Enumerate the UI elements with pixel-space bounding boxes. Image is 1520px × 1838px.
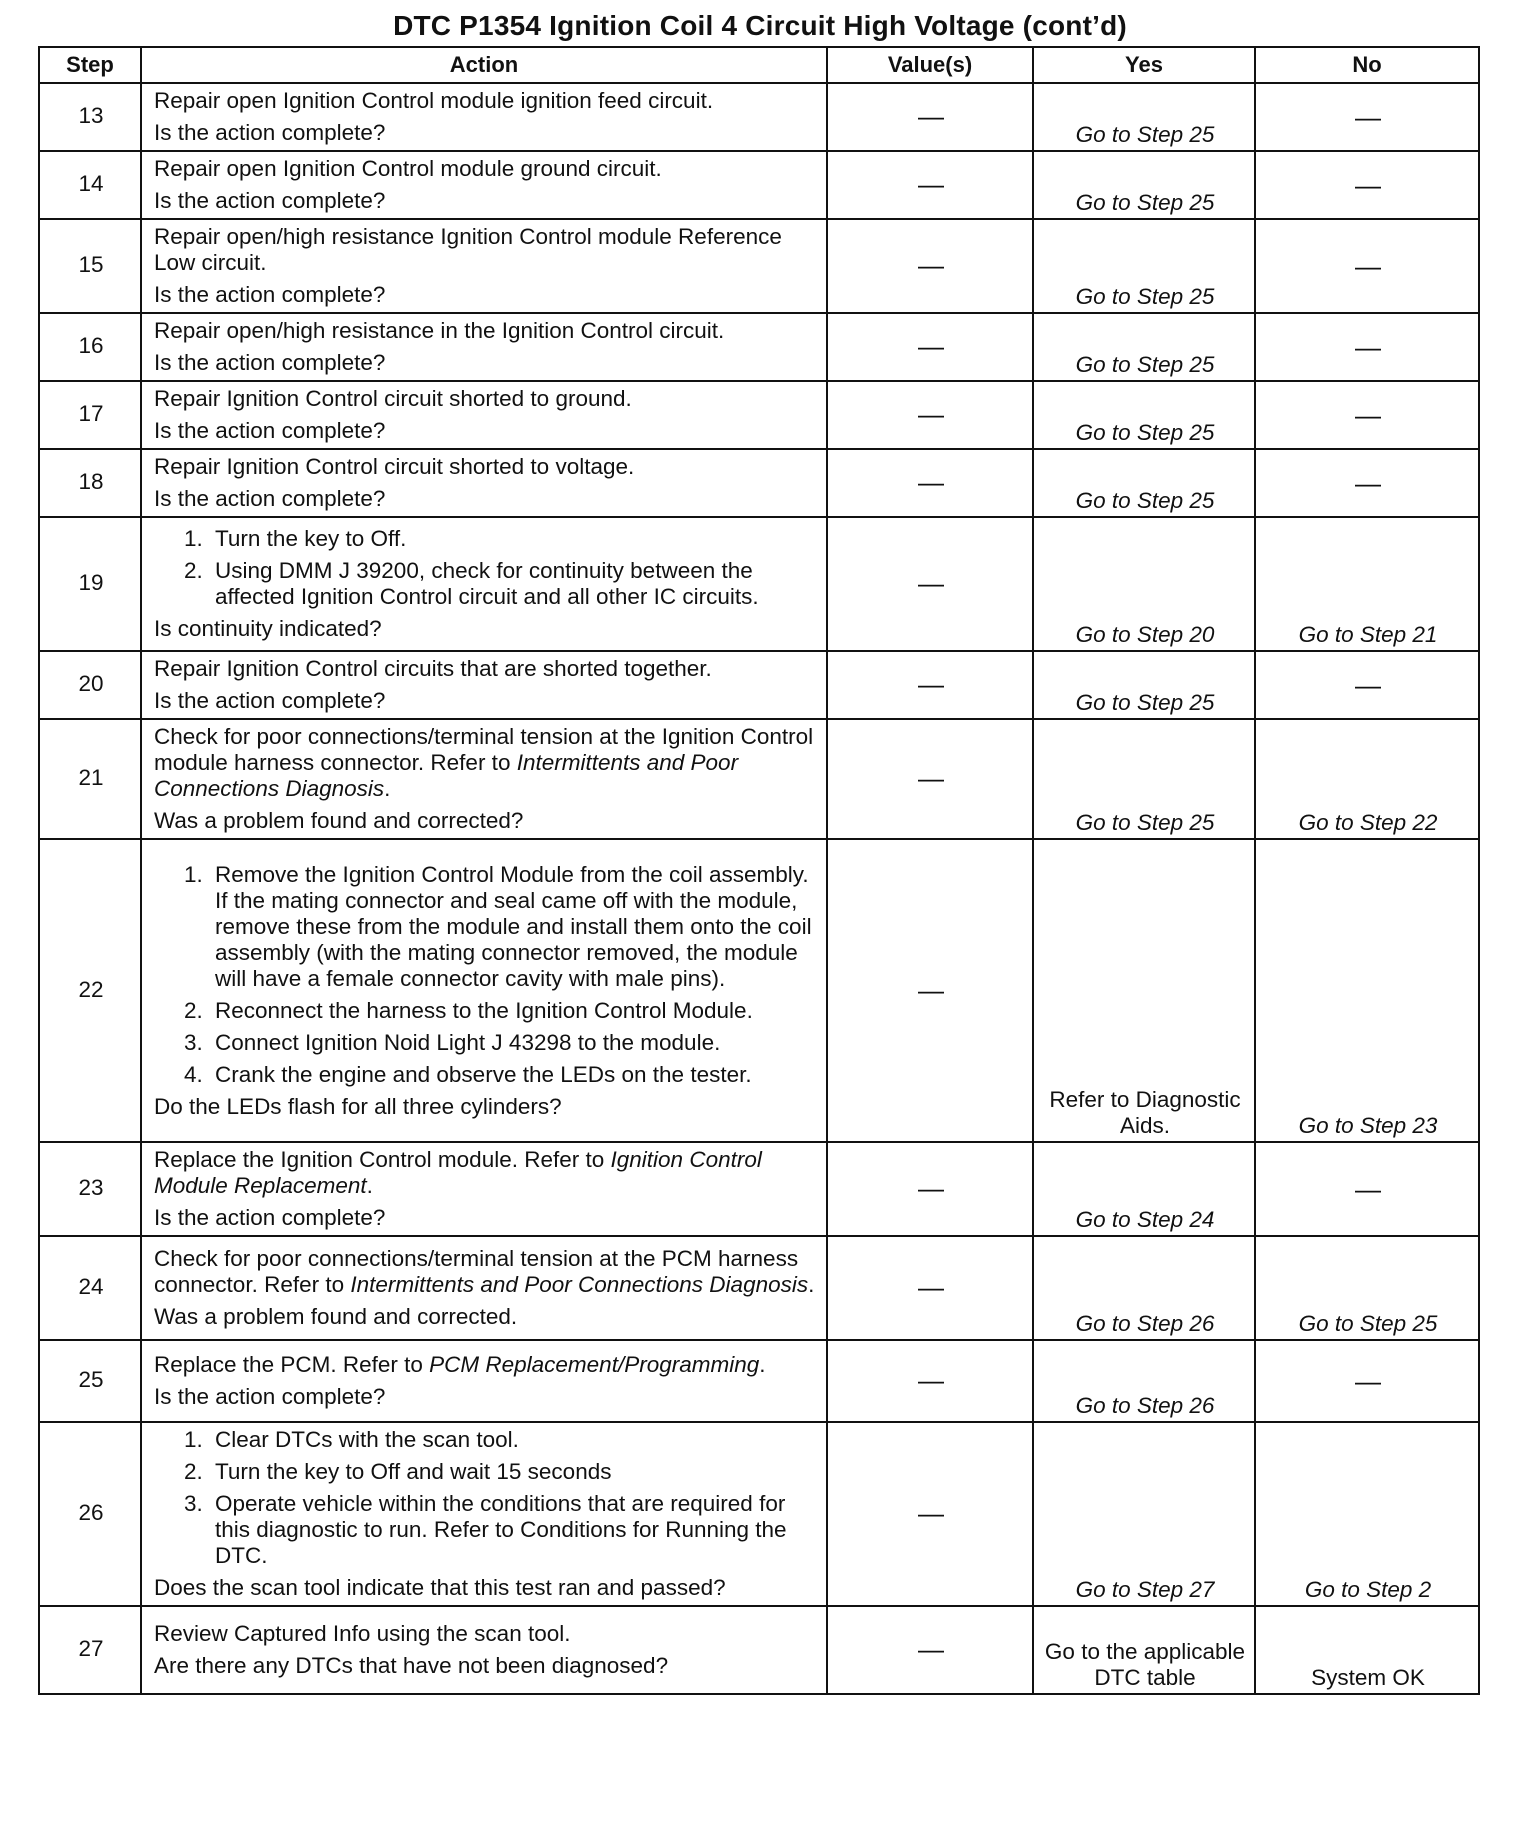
no-cell <box>1255 381 1479 449</box>
action-steps-list <box>154 862 818 1088</box>
step-number: 25 <box>39 1340 141 1422</box>
action-text-part: Replace the PCM. Refer to <box>154 1352 430 1377</box>
no-result: Go to Step 25 <box>1298 1311 1438 1336</box>
yes-cell <box>1033 1236 1255 1340</box>
action-text: Repair Ignition Control circuit shorted to ground. <box>154 386 632 411</box>
step-number: 14 <box>39 151 141 219</box>
header-yes: Yes <box>1033 47 1255 83</box>
action-text-part: . <box>384 776 391 801</box>
no-cell <box>1255 1340 1479 1422</box>
yes-cell <box>1033 1606 1255 1694</box>
value-cell: — <box>827 1142 1033 1236</box>
no-result: — <box>1355 1366 1381 1396</box>
action-cell <box>141 1340 827 1422</box>
action-text: Repair Ignition Control circuits that are shorted together. <box>154 656 712 681</box>
action-cell <box>141 83 827 151</box>
no-cell <box>1255 1236 1479 1340</box>
yes-cell <box>1033 151 1255 219</box>
page-title: DTC P1354 Ignition Coil 4 Circuit High Voltage (cont’d) <box>393 10 1127 41</box>
yes-cell <box>1033 1142 1255 1236</box>
no-result: System OK <box>1311 1665 1425 1690</box>
yes-cell <box>1033 1340 1255 1422</box>
action-question: Is the action complete? <box>154 120 386 145</box>
yes-result: Go to Step 25 <box>1075 352 1215 377</box>
step-number: 24 <box>39 1236 141 1340</box>
diagnostic-table <box>38 46 1480 1695</box>
yes-cell <box>1033 719 1255 839</box>
action-steps-list <box>154 1427 818 1569</box>
yes-cell <box>1033 449 1255 517</box>
action-step-item: 2. Reconnect the harness to the Ignition Control Module. <box>209 998 818 1024</box>
no-result: — <box>1355 1174 1381 1204</box>
action-text: Repair open/high resistance Ignition Control module Reference Low circuit. <box>154 224 782 275</box>
action-question: Was a problem found and corrected. <box>154 1304 518 1329</box>
no-cell <box>1255 651 1479 719</box>
step-number: 18 <box>39 449 141 517</box>
no-result: — <box>1355 251 1381 281</box>
no-result: — <box>1355 170 1381 200</box>
no-cell <box>1255 83 1479 151</box>
action-text <box>154 724 818 802</box>
table-row <box>39 1142 1479 1236</box>
step-number: 23 <box>39 1142 141 1236</box>
reference-link[interactable]: Intermittents and Poor Connections Diagnosis <box>350 1272 809 1297</box>
action-cell <box>141 313 827 381</box>
yes-result: Go to the applicable DTC table <box>1044 1639 1246 1690</box>
step-number: 13 <box>39 83 141 151</box>
action-text <box>154 1246 818 1298</box>
action-steps-list <box>154 526 818 610</box>
no-result: Go to Step 22 <box>1298 810 1438 835</box>
action-text-part: Check for poor connections/terminal tension at the PCM harness connector. Refer to <box>154 1246 799 1297</box>
action-cell <box>141 381 827 449</box>
action-question: Is the action complete? <box>154 282 386 307</box>
table-row <box>39 1606 1479 1694</box>
value-cell: — <box>827 313 1033 381</box>
action-question: Is the action complete? <box>154 486 386 511</box>
no-result: — <box>1355 332 1381 362</box>
yes-result: Go to Step 25 <box>1075 810 1215 835</box>
action-question: Is the action complete? <box>154 1205 386 1230</box>
yes-cell <box>1033 219 1255 313</box>
table-body <box>39 83 1479 1694</box>
table-row <box>39 449 1479 517</box>
header-action: Action <box>141 47 827 83</box>
value-cell: — <box>827 1606 1033 1694</box>
action-cell <box>141 839 827 1142</box>
value-cell: — <box>827 449 1033 517</box>
action-question: Is the action complete? <box>154 188 386 213</box>
action-question: Is continuity indicated? <box>154 616 382 641</box>
no-result: Go to Step 21 <box>1298 622 1438 647</box>
action-text-part: . <box>759 1352 766 1377</box>
table-row <box>39 381 1479 449</box>
yes-result: Go to Step 27 <box>1075 1577 1215 1602</box>
table-row <box>39 219 1479 313</box>
step-number: 17 <box>39 381 141 449</box>
action-cell <box>141 1422 827 1606</box>
no-result: — <box>1355 468 1381 498</box>
action-question: Do the LEDs flash for all three cylinders? <box>154 1093 562 1119</box>
action-text-part: . <box>366 1173 373 1198</box>
action-text: Review Captured Info using the scan tool. <box>154 1621 571 1646</box>
action-cell <box>141 1142 827 1236</box>
action-question: Is the action complete? <box>154 418 386 443</box>
action-text <box>154 1352 818 1378</box>
no-cell <box>1255 313 1479 381</box>
value-cell: — <box>827 83 1033 151</box>
table-row <box>39 83 1479 151</box>
action-question: Is the action complete? <box>154 688 386 713</box>
reference-link[interactable]: Intermittents and Poor Connections Diagnosis <box>154 750 739 801</box>
no-cell <box>1255 1422 1479 1606</box>
no-result: — <box>1355 670 1381 700</box>
value-cell: — <box>827 1340 1033 1422</box>
action-text-part: Replace the Ignition Control module. Refer to <box>154 1147 611 1172</box>
header-values: Value(s) <box>827 47 1033 83</box>
header-no: No <box>1255 47 1479 83</box>
step-number: 22 <box>39 839 141 1142</box>
action-text: Repair open/high resistance in the Ignition Control circuit. <box>154 318 725 343</box>
yes-result: Go to Step 25 <box>1075 690 1215 715</box>
yes-result: Go to Step 26 <box>1075 1311 1215 1336</box>
yes-cell <box>1033 313 1255 381</box>
table-row <box>39 1236 1479 1340</box>
table-row <box>39 1422 1479 1606</box>
table-row <box>39 719 1479 839</box>
table-row <box>39 151 1479 219</box>
action-step-item: 1. Remove the Ignition Control Module from the coil assembly. If the mating connector and seal came off with the module, remove these from the module and install them onto the coil assembly (with the mating connector removed, the module will have a female connector cavity with male pins). <box>209 862 818 992</box>
action-step-item: 4. Crank the engine and observe the LEDs on the tester. <box>209 1062 818 1088</box>
value-cell: — <box>827 1236 1033 1340</box>
action-step-item: 2. Using DMM J 39200, check for continuity between the affected Ignition Control circuit and all other IC circuits. <box>209 558 818 610</box>
action-question: Does the scan tool indicate that this test ran and passed? <box>154 1575 726 1600</box>
reference-link[interactable]: Ignition Control Module Replacement <box>154 1147 762 1198</box>
value-cell: — <box>827 719 1033 839</box>
action-step-item: 3. Operate vehicle within the conditions that are required for this diagnostic to run. Refer to Conditions for Running the DTC. <box>209 1491 818 1569</box>
step-number: 19 <box>39 517 141 651</box>
step-number: 16 <box>39 313 141 381</box>
table-row <box>39 313 1479 381</box>
step-number: 26 <box>39 1422 141 1606</box>
action-cell <box>141 651 827 719</box>
action-cell <box>141 151 827 219</box>
action-cell <box>141 1236 827 1340</box>
yes-result: Go to Step 26 <box>1075 1393 1215 1418</box>
no-cell <box>1255 449 1479 517</box>
yes-cell <box>1033 839 1255 1142</box>
action-text: Repair Ignition Control circuit shorted to voltage. <box>154 454 635 479</box>
yes-cell <box>1033 83 1255 151</box>
yes-cell <box>1033 381 1255 449</box>
no-cell <box>1255 839 1479 1142</box>
no-cell <box>1255 1606 1479 1694</box>
yes-cell <box>1033 651 1255 719</box>
action-step-item: 1. Turn the key to Off. <box>209 526 818 552</box>
action-text: Repair open Ignition Control module ground circuit. <box>154 156 662 181</box>
step-number: 15 <box>39 219 141 313</box>
value-cell: — <box>827 1422 1033 1606</box>
action-text-part: Check for poor connections/terminal tension at the Ignition Control module harness connector. Refer to <box>154 724 814 775</box>
yes-result: Go to Step 24 <box>1075 1207 1215 1232</box>
value-cell: — <box>827 517 1033 651</box>
action-step-item: 3. Connect Ignition Noid Light J 43298 to the module. <box>209 1030 818 1056</box>
no-cell <box>1255 219 1479 313</box>
yes-result: Go to Step 25 <box>1075 122 1215 147</box>
yes-result: Go to Step 20 <box>1075 622 1215 647</box>
value-cell: — <box>827 651 1033 719</box>
header-row <box>39 47 1479 83</box>
yes-cell <box>1033 1422 1255 1606</box>
table-row <box>39 517 1479 651</box>
no-cell <box>1255 719 1479 839</box>
yes-result: Go to Step 25 <box>1075 420 1215 445</box>
yes-result: Go to Step 25 <box>1075 284 1215 309</box>
action-step-item: 2. Turn the key to Off and wait 15 seconds <box>209 1459 818 1485</box>
table-row <box>39 839 1479 1142</box>
action-cell <box>141 517 827 651</box>
no-cell <box>1255 151 1479 219</box>
action-question: Was a problem found and corrected? <box>154 808 524 833</box>
reference-link[interactable]: PCM Replacement/Programming <box>429 1352 760 1377</box>
yes-result: Go to Step 25 <box>1075 190 1215 215</box>
no-result: Go to Step 2 <box>1304 1577 1432 1602</box>
yes-result: Go to Step 25 <box>1075 488 1215 513</box>
step-number: 27 <box>39 1606 141 1694</box>
yes-result: Refer to Diagnostic Aids. <box>1049 1087 1241 1138</box>
header-step: Step <box>39 47 141 83</box>
action-question: Are there any DTCs that have not been diagnosed? <box>154 1653 669 1678</box>
action-cell <box>141 219 827 313</box>
no-result: Go to Step 23 <box>1298 1113 1438 1138</box>
no-result: — <box>1355 400 1381 430</box>
action-question: Is the action complete? <box>154 1384 386 1409</box>
value-cell: — <box>827 839 1033 1142</box>
table-row <box>39 651 1479 719</box>
no-cell <box>1255 1142 1479 1236</box>
action-cell <box>141 449 827 517</box>
action-text <box>154 1147 818 1199</box>
value-cell: — <box>827 151 1033 219</box>
action-text: Repair open Ignition Control module ignition feed circuit. <box>154 88 714 113</box>
step-number: 20 <box>39 651 141 719</box>
no-cell <box>1255 517 1479 651</box>
table-row <box>39 1340 1479 1422</box>
step-number: 21 <box>39 719 141 839</box>
value-cell: — <box>827 219 1033 313</box>
yes-cell <box>1033 517 1255 651</box>
action-question: Is the action complete? <box>154 350 386 375</box>
action-step-item: 1. Clear DTCs with the scan tool. <box>209 1427 818 1453</box>
action-cell <box>141 1606 827 1694</box>
value-cell: — <box>827 381 1033 449</box>
action-text-part: . <box>808 1272 815 1297</box>
action-cell <box>141 719 827 839</box>
no-result: — <box>1355 102 1381 132</box>
